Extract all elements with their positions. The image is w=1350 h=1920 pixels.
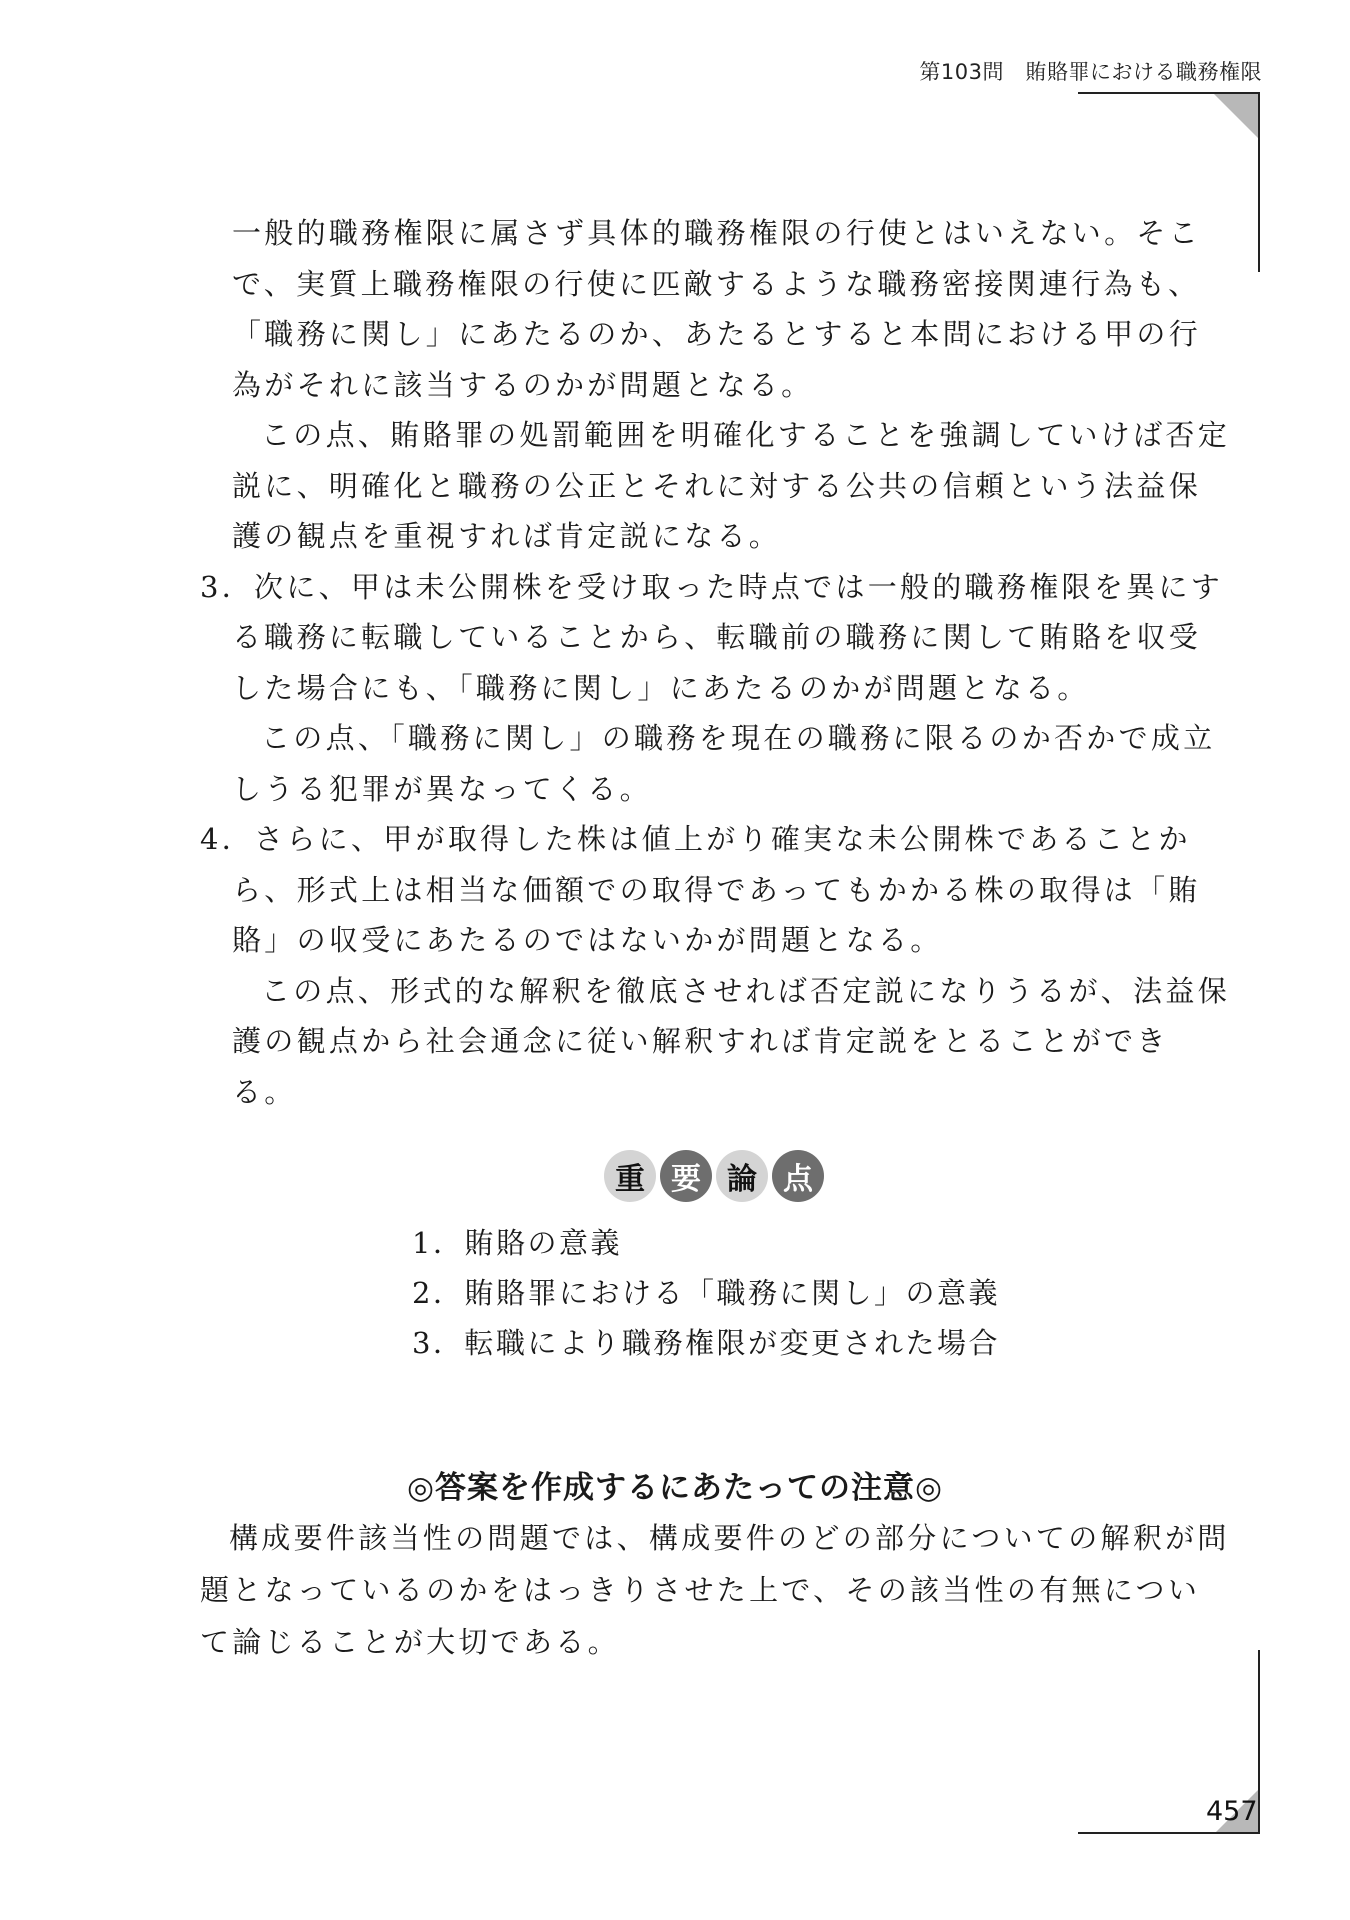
paragraph-point-3-analysis: この点、「職務に関し」の職務を現在の職務に限るのか否かで成立しうる犯罪が異なってくる。 (232, 721, 1216, 806)
footer-margin-line (1258, 1650, 1260, 1834)
numbered-item-3: 3．次に、甲は未公開株を受け取った時点では一般的職務権限を異にする職務に転職していることから、転職前の職務に関して賄賂を収受した場合にも、「職務に関し」にあたるのかが問題となる。 (200, 569, 1224, 705)
footer-rule (1078, 1832, 1260, 1834)
notice-heading: ◎答案を作成するにあたっての注意◎ (406, 1470, 944, 1506)
header-corner-mark (1214, 94, 1258, 138)
key-point-item: 1．賄賂の意義 (412, 1226, 622, 1260)
paragraph-point-2-analysis: この点、賄賂罪の処罰範囲を明確化することを強調していけば否定説に、明確化と職務の公正とそれに対する公共の信頼という法益保護の観点を重視すれば肯定説になる。 (232, 418, 1231, 553)
key-points-list (412, 1218, 1000, 1368)
body-text (200, 208, 1230, 1117)
page-number: 457 (1206, 1796, 1258, 1827)
header-margin-line (1258, 92, 1260, 272)
key-point-item: 2．賄賂罪における「職務に関し」の意義 (412, 1276, 1000, 1310)
notice-body (200, 1512, 1230, 1668)
key-points-badge (604, 1150, 824, 1202)
badge-char-1: 重 (604, 1150, 656, 1202)
running-header-title: 第103問 賄賂罪における職務権限 (919, 60, 1262, 84)
notice-paragraph: 構成要件該当性の問題では、構成要件のどの部分についての解釈が問題となっているのかをはっきりさせた上で、その該当性の有無について論じることが大切である。 (200, 1521, 1230, 1659)
key-point-item: 3．転職により職務権限が変更された場合 (412, 1326, 1000, 1360)
numbered-item-4: 4．さらに、甲が取得した株は値上がり確実な未公開株であることから、形式上は相当な価額での取得であってもかかる株の取得は「賄賂」の収受にあたるのではないかが問題となる。 (200, 822, 1201, 957)
badge-char-2: 要 (660, 1150, 712, 1202)
paragraph-point-4-analysis: この点、形式的な解釈を徹底させれば否定説になりうるが、法益保護の観点から社会通念に従い解釈すれば肯定説をとることができる。 (232, 973, 1231, 1109)
badge-char-3: 論 (716, 1150, 768, 1202)
badge-char-4: 点 (772, 1150, 824, 1202)
paragraph-continuation: 一般的職務権限に属さず具体的職務権限の行使とはいえない。そこで、実質上職務権限の行使に匹敵するような職務密接関連行為も、「職務に関し」にあたるのか、あたるとすると本問における甲の行為がそれに該当するのかが問題となる。 (232, 216, 1202, 402)
